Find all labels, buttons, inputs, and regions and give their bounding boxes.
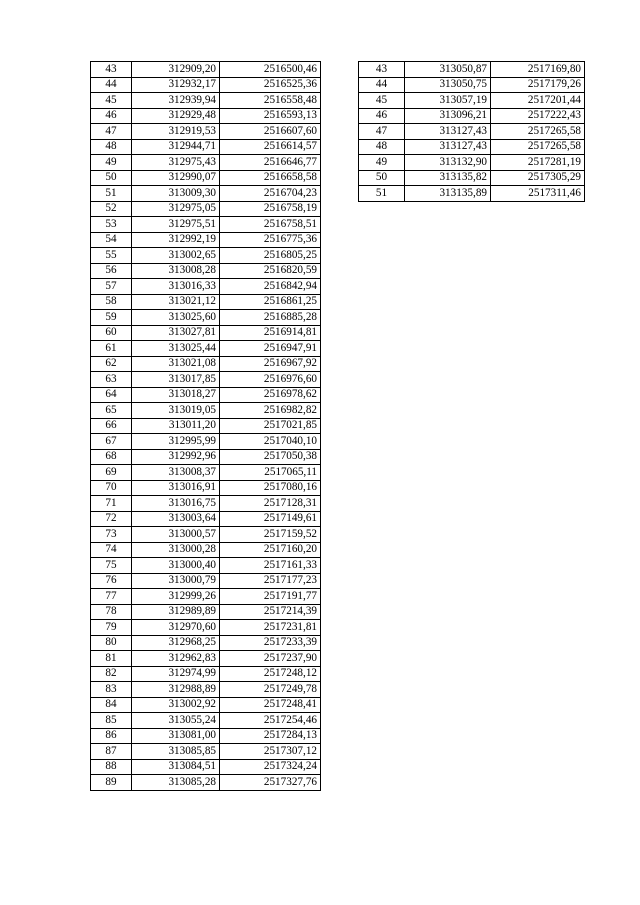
table-row <box>91 139 321 155</box>
x-coordinate-cell: 313000,79 <box>132 573 220 589</box>
table-row <box>91 310 321 326</box>
y-coordinate-cell: 2516861,25 <box>220 294 321 310</box>
table-row <box>91 527 321 543</box>
x-coordinate-cell: 312939,94 <box>132 93 220 109</box>
point-number-cell: 70 <box>91 480 132 496</box>
table-row <box>91 124 321 140</box>
point-number-cell: 48 <box>91 139 132 155</box>
table-row <box>91 713 321 729</box>
point-number-cell: 54 <box>91 232 132 248</box>
point-number-cell: 50 <box>91 170 132 186</box>
y-coordinate-cell: 2516967,92 <box>220 356 321 372</box>
x-coordinate-cell: 313021,08 <box>132 356 220 372</box>
point-number-cell: 66 <box>91 418 132 434</box>
y-coordinate-cell: 2517040,10 <box>220 434 321 450</box>
table-row <box>91 325 321 341</box>
y-coordinate-cell: 2517233,39 <box>220 635 321 651</box>
x-coordinate-cell: 313008,28 <box>132 263 220 279</box>
y-coordinate-cell: 2516914,81 <box>220 325 321 341</box>
y-coordinate-cell: 2516758,51 <box>220 217 321 233</box>
x-coordinate-cell: 313096,21 <box>405 108 491 124</box>
table-row <box>91 480 321 496</box>
point-number-cell: 75 <box>91 558 132 574</box>
table-row <box>91 155 321 171</box>
point-number-cell: 78 <box>91 604 132 620</box>
y-coordinate-cell: 2517214,39 <box>220 604 321 620</box>
x-coordinate-cell: 313021,12 <box>132 294 220 310</box>
y-coordinate-cell: 2517161,33 <box>220 558 321 574</box>
x-coordinate-cell: 312968,25 <box>132 635 220 651</box>
table-row <box>91 449 321 465</box>
table-row <box>91 403 321 419</box>
point-number-cell: 47 <box>91 124 132 140</box>
table-row <box>91 170 321 186</box>
x-coordinate-cell: 312992,19 <box>132 232 220 248</box>
y-coordinate-cell: 2516758,19 <box>220 201 321 217</box>
y-coordinate-cell: 2516842,94 <box>220 279 321 295</box>
y-coordinate-cell: 2516704,23 <box>220 186 321 202</box>
x-coordinate-cell: 312929,48 <box>132 108 220 124</box>
y-coordinate-cell: 2517169,80 <box>491 62 585 78</box>
y-coordinate-cell: 2517149,61 <box>220 511 321 527</box>
point-number-cell: 83 <box>91 682 132 698</box>
x-coordinate-cell: 313025,60 <box>132 310 220 326</box>
table-row <box>91 635 321 651</box>
y-coordinate-cell: 2517128,31 <box>220 496 321 512</box>
y-coordinate-cell: 2516978,62 <box>220 387 321 403</box>
y-coordinate-cell: 2517307,12 <box>220 744 321 760</box>
coordinates-table-body <box>91 62 321 791</box>
y-coordinate-cell: 2517191,77 <box>220 589 321 605</box>
x-coordinate-cell: 313000,28 <box>132 542 220 558</box>
y-coordinate-cell: 2517160,20 <box>220 542 321 558</box>
x-coordinate-cell: 313050,75 <box>405 77 491 93</box>
x-coordinate-cell: 313132,90 <box>405 155 491 171</box>
point-number-cell: 77 <box>91 589 132 605</box>
point-number-cell: 72 <box>91 511 132 527</box>
x-coordinate-cell: 313009,30 <box>132 186 220 202</box>
y-coordinate-cell: 2517324,24 <box>220 759 321 775</box>
table-row <box>91 651 321 667</box>
point-number-cell: 51 <box>91 186 132 202</box>
point-number-cell: 61 <box>91 341 132 357</box>
point-number-cell: 76 <box>91 573 132 589</box>
point-number-cell: 79 <box>91 620 132 636</box>
x-coordinate-cell: 312975,51 <box>132 217 220 233</box>
x-coordinate-cell: 313008,37 <box>132 465 220 481</box>
y-coordinate-cell: 2516525,36 <box>220 77 321 93</box>
y-coordinate-cell: 2517311,46 <box>491 186 585 202</box>
coordinates-table-right <box>358 61 585 202</box>
y-coordinate-cell: 2516646,77 <box>220 155 321 171</box>
x-coordinate-cell: 313002,92 <box>132 697 220 713</box>
table-row <box>91 666 321 682</box>
y-coordinate-cell: 2516805,25 <box>220 248 321 264</box>
point-number-cell: 45 <box>359 93 405 109</box>
y-coordinate-cell: 2517179,26 <box>491 77 585 93</box>
x-coordinate-cell: 312974,99 <box>132 666 220 682</box>
table-row <box>91 697 321 713</box>
point-number-cell: 84 <box>91 697 132 713</box>
table-row <box>91 465 321 481</box>
y-coordinate-cell: 2516820,59 <box>220 263 321 279</box>
table-row <box>91 279 321 295</box>
x-coordinate-cell: 312932,17 <box>132 77 220 93</box>
x-coordinate-cell: 312988,89 <box>132 682 220 698</box>
table-row <box>359 139 585 155</box>
table-row <box>359 108 585 124</box>
point-number-cell: 44 <box>359 77 405 93</box>
point-number-cell: 43 <box>359 62 405 78</box>
point-number-cell: 52 <box>91 201 132 217</box>
y-coordinate-cell: 2517281,19 <box>491 155 585 171</box>
point-number-cell: 67 <box>91 434 132 450</box>
x-coordinate-cell: 313135,82 <box>405 170 491 186</box>
y-coordinate-cell: 2516976,60 <box>220 372 321 388</box>
y-coordinate-cell: 2517305,29 <box>491 170 585 186</box>
y-coordinate-cell: 2517065,11 <box>220 465 321 481</box>
y-coordinate-cell: 2517284,13 <box>220 728 321 744</box>
y-coordinate-cell: 2517050,38 <box>220 449 321 465</box>
y-coordinate-cell: 2517201,44 <box>491 93 585 109</box>
point-number-cell: 87 <box>91 744 132 760</box>
table-row <box>91 728 321 744</box>
table-row <box>91 589 321 605</box>
table-row <box>359 155 585 171</box>
x-coordinate-cell: 313027,81 <box>132 325 220 341</box>
x-coordinate-cell: 313018,27 <box>132 387 220 403</box>
point-number-cell: 65 <box>91 403 132 419</box>
table-row <box>91 682 321 698</box>
table-row <box>91 232 321 248</box>
point-number-cell: 68 <box>91 449 132 465</box>
table-row <box>359 77 585 93</box>
point-number-cell: 86 <box>91 728 132 744</box>
table-row <box>91 108 321 124</box>
coordinates-table-left <box>90 61 321 791</box>
point-number-cell: 48 <box>359 139 405 155</box>
point-number-cell: 53 <box>91 217 132 233</box>
x-coordinate-cell: 313050,87 <box>405 62 491 78</box>
table-row <box>359 124 585 140</box>
point-number-cell: 56 <box>91 263 132 279</box>
x-coordinate-cell: 313000,57 <box>132 527 220 543</box>
x-coordinate-cell: 313055,24 <box>132 713 220 729</box>
table-row <box>91 434 321 450</box>
point-number-cell: 81 <box>91 651 132 667</box>
x-coordinate-cell: 313084,51 <box>132 759 220 775</box>
y-coordinate-cell: 2517265,58 <box>491 124 585 140</box>
point-number-cell: 88 <box>91 759 132 775</box>
x-coordinate-cell: 312975,05 <box>132 201 220 217</box>
point-number-cell: 73 <box>91 527 132 543</box>
x-coordinate-cell: 313003,64 <box>132 511 220 527</box>
table-row <box>91 542 321 558</box>
y-coordinate-cell: 2516658,58 <box>220 170 321 186</box>
y-coordinate-cell: 2516593,13 <box>220 108 321 124</box>
x-coordinate-cell: 313017,85 <box>132 372 220 388</box>
point-number-cell: 55 <box>91 248 132 264</box>
table-row <box>91 759 321 775</box>
point-number-cell: 58 <box>91 294 132 310</box>
point-number-cell: 62 <box>91 356 132 372</box>
table-row <box>91 775 321 791</box>
y-coordinate-cell: 2516500,46 <box>220 62 321 78</box>
y-coordinate-cell: 2517021,85 <box>220 418 321 434</box>
y-coordinate-cell: 2517265,58 <box>491 139 585 155</box>
table-row <box>91 418 321 434</box>
point-number-cell: 82 <box>91 666 132 682</box>
x-coordinate-cell: 312989,89 <box>132 604 220 620</box>
table-row <box>359 186 585 202</box>
y-coordinate-cell: 2517249,78 <box>220 682 321 698</box>
point-number-cell: 44 <box>91 77 132 93</box>
table-row <box>359 62 585 78</box>
x-coordinate-cell: 313002,65 <box>132 248 220 264</box>
point-number-cell: 50 <box>359 170 405 186</box>
x-coordinate-cell: 312995,99 <box>132 434 220 450</box>
x-coordinate-cell: 313016,33 <box>132 279 220 295</box>
x-coordinate-cell: 313016,75 <box>132 496 220 512</box>
y-coordinate-cell: 2516885,28 <box>220 310 321 326</box>
x-coordinate-cell: 312944,71 <box>132 139 220 155</box>
table-row <box>91 496 321 512</box>
x-coordinate-cell: 313011,20 <box>132 418 220 434</box>
table-row <box>91 248 321 264</box>
coordinates-table-body <box>359 62 585 202</box>
table-row <box>91 341 321 357</box>
point-number-cell: 46 <box>359 108 405 124</box>
x-coordinate-cell: 313127,43 <box>405 124 491 140</box>
point-number-cell: 63 <box>91 372 132 388</box>
y-coordinate-cell: 2516558,48 <box>220 93 321 109</box>
y-coordinate-cell: 2517327,76 <box>220 775 321 791</box>
table-row <box>91 511 321 527</box>
table-row <box>91 201 321 217</box>
x-coordinate-cell: 312975,43 <box>132 155 220 171</box>
point-number-cell: 46 <box>91 108 132 124</box>
y-coordinate-cell: 2516607,60 <box>220 124 321 140</box>
x-coordinate-cell: 313000,40 <box>132 558 220 574</box>
table-row <box>91 294 321 310</box>
x-coordinate-cell: 313127,43 <box>405 139 491 155</box>
point-number-cell: 64 <box>91 387 132 403</box>
x-coordinate-cell: 312919,53 <box>132 124 220 140</box>
table-row <box>91 217 321 233</box>
table-row <box>91 573 321 589</box>
point-number-cell: 43 <box>91 62 132 78</box>
y-coordinate-cell: 2517231,81 <box>220 620 321 636</box>
point-number-cell: 59 <box>91 310 132 326</box>
y-coordinate-cell: 2517177,23 <box>220 573 321 589</box>
x-coordinate-cell: 313025,44 <box>132 341 220 357</box>
table-row <box>91 372 321 388</box>
table-row <box>91 387 321 403</box>
y-coordinate-cell: 2517248,12 <box>220 666 321 682</box>
point-number-cell: 74 <box>91 542 132 558</box>
table-row <box>359 93 585 109</box>
x-coordinate-cell: 312990,07 <box>132 170 220 186</box>
y-coordinate-cell: 2516982,82 <box>220 403 321 419</box>
x-coordinate-cell: 313057,19 <box>405 93 491 109</box>
point-number-cell: 89 <box>91 775 132 791</box>
x-coordinate-cell: 312909,20 <box>132 62 220 78</box>
table-row <box>91 558 321 574</box>
table-row <box>91 186 321 202</box>
x-coordinate-cell: 312962,83 <box>132 651 220 667</box>
point-number-cell: 60 <box>91 325 132 341</box>
y-coordinate-cell: 2517080,16 <box>220 480 321 496</box>
y-coordinate-cell: 2516947,91 <box>220 341 321 357</box>
table-row <box>359 170 585 186</box>
y-coordinate-cell: 2517248,41 <box>220 697 321 713</box>
y-coordinate-cell: 2517222,43 <box>491 108 585 124</box>
table-row <box>91 604 321 620</box>
x-coordinate-cell: 312970,60 <box>132 620 220 636</box>
point-number-cell: 57 <box>91 279 132 295</box>
x-coordinate-cell: 313016,91 <box>132 480 220 496</box>
x-coordinate-cell: 313085,28 <box>132 775 220 791</box>
y-coordinate-cell: 2517254,46 <box>220 713 321 729</box>
point-number-cell: 47 <box>359 124 405 140</box>
x-coordinate-cell: 313085,85 <box>132 744 220 760</box>
point-number-cell: 49 <box>91 155 132 171</box>
y-coordinate-cell: 2517237,90 <box>220 651 321 667</box>
point-number-cell: 85 <box>91 713 132 729</box>
table-row <box>91 620 321 636</box>
y-coordinate-cell: 2516614,57 <box>220 139 321 155</box>
x-coordinate-cell: 313135,89 <box>405 186 491 202</box>
point-number-cell: 71 <box>91 496 132 512</box>
table-row <box>91 263 321 279</box>
table-row <box>91 62 321 78</box>
point-number-cell: 69 <box>91 465 132 481</box>
x-coordinate-cell: 312999,26 <box>132 589 220 605</box>
y-coordinate-cell: 2516775,36 <box>220 232 321 248</box>
x-coordinate-cell: 313081,00 <box>132 728 220 744</box>
x-coordinate-cell: 313019,05 <box>132 403 220 419</box>
table-row <box>91 744 321 760</box>
x-coordinate-cell: 312992,96 <box>132 449 220 465</box>
table-row <box>91 356 321 372</box>
table-row <box>91 93 321 109</box>
y-coordinate-cell: 2517159,52 <box>220 527 321 543</box>
point-number-cell: 49 <box>359 155 405 171</box>
point-number-cell: 45 <box>91 93 132 109</box>
table-row <box>91 77 321 93</box>
point-number-cell: 80 <box>91 635 132 651</box>
point-number-cell: 51 <box>359 186 405 202</box>
